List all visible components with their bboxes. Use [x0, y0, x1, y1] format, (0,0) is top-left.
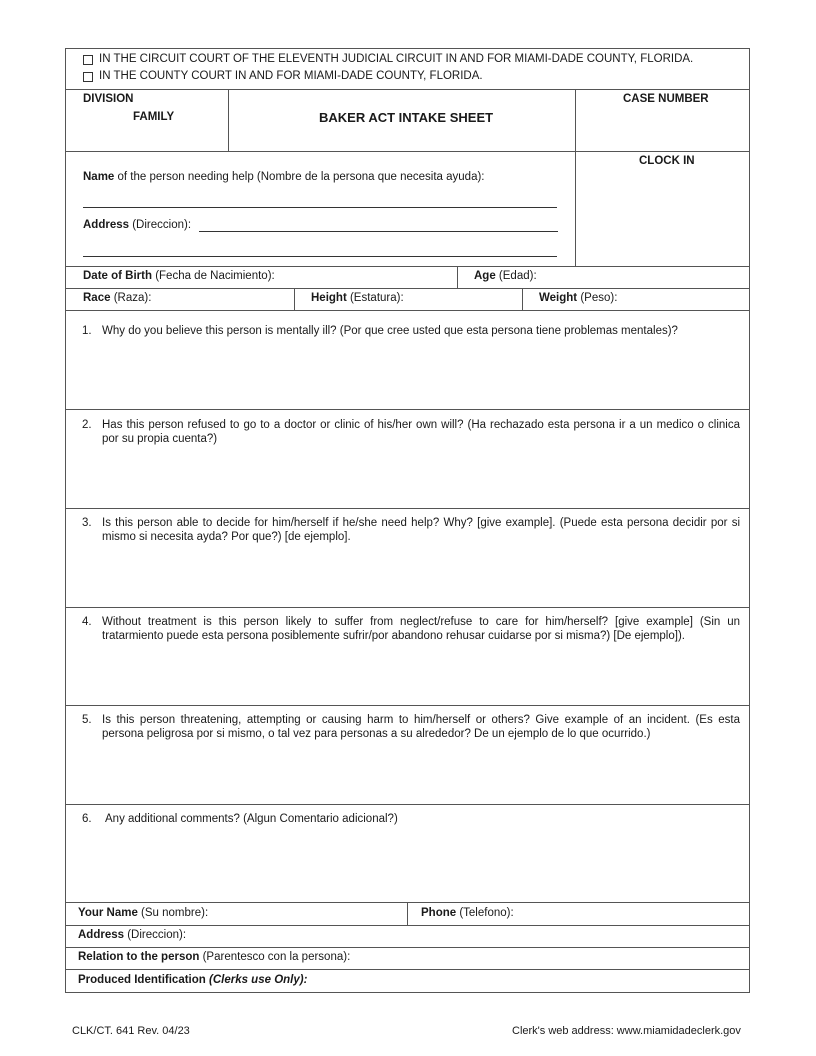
produced-id-field[interactable]: Produced Identification (Clerks use Only): [78, 974, 308, 986]
divider [65, 508, 750, 509]
question-text: Any additional comments? (Algun Comentario adicional?) [105, 813, 398, 825]
circuit-court-label: IN THE CIRCUIT COURT OF THE ELEVENTH JUDICIAL CIRCUIT IN AND FOR MIAMI-DADE COUNTY, FLORIDA. [99, 53, 694, 65]
question-number: 5. [82, 714, 92, 726]
petitioner-address-field[interactable]: Address (Direccion): [78, 929, 187, 941]
question-text: Without treatment is this person likely to suffer from neglect/refuse to care for him/herself? [give example] (Sin un tratarmiento puede esta persona posiblemente sufrir/por abandono rehusar cuidarse por si misma?) [De ejemplo]). [102, 616, 740, 642]
relation-field[interactable]: Relation to the person (Parentesco con la persona): [78, 951, 351, 963]
question-number: 6. [82, 813, 92, 825]
divider [457, 266, 458, 288]
question-2[interactable] [82, 418, 740, 446]
form-title: BAKER ACT INTAKE SHEET [319, 110, 494, 125]
divider [65, 969, 750, 970]
divider [294, 288, 295, 310]
dob-field[interactable]: Date of Birth (Fecha de Nacimiento): [83, 270, 275, 282]
clock-in-label: CLOCK IN [639, 155, 695, 167]
name-input-line[interactable] [83, 207, 557, 208]
case-number-label: CASE NUMBER [623, 93, 709, 105]
divider [65, 607, 750, 608]
division-label: DIVISION [83, 93, 134, 105]
name-field-label: Name of the person needing help (Nombre de la persona que necesita ayuda): [83, 171, 485, 183]
divider [65, 804, 750, 805]
form-number: CLK/CT. 641 Rev. 04/23 [72, 1025, 190, 1037]
question-4[interactable] [82, 615, 740, 643]
question-number: 3. [82, 517, 92, 529]
divider [65, 310, 750, 311]
question-3[interactable] [82, 516, 740, 544]
county-court-checkbox[interactable] [83, 72, 93, 82]
division-value: FAMILY [133, 111, 175, 123]
divider [575, 89, 576, 266]
question-text: Is this person threatening, attempting or causing harm to him/herself or others? Give example of an incident. (Es esta persona peligrosa por si mismo, o tal vez para personas a su alrededor? De un ejemplo de lo que ocurrido.) [102, 714, 740, 740]
divider [65, 705, 750, 706]
address-input-line[interactable] [199, 231, 558, 232]
question-text: Is this person able to decide for him/herself if he/she need help? Why? [give example]. (Puede esta persona decidir por si mismo si necesita ayda? Por que?) [de ejemplo]. [102, 517, 740, 543]
divider [65, 288, 750, 289]
divider [228, 89, 229, 151]
question-text: Why do you believe this person is mentally ill? (Por que cree usted que esta persona tiene problemas mentales)? [102, 325, 678, 337]
divider [407, 902, 408, 925]
race-field[interactable]: Race (Raza): [83, 292, 152, 304]
question-text: Has this person refused to go to a doctor or clinic of his/her own will? (Ha rechazado esta persona ir a un medico o clinica por su propia cuenta?) [102, 419, 740, 445]
question-number: 4. [82, 616, 92, 628]
question-6[interactable] [82, 812, 740, 826]
question-number: 2. [82, 419, 92, 431]
address-input-line-2[interactable] [83, 256, 557, 257]
weight-field[interactable]: Weight (Peso): [539, 292, 618, 304]
your-name-field[interactable]: Your Name (Su nombre): [78, 907, 209, 919]
divider [522, 288, 523, 310]
county-court-label: IN THE COUNTY COURT IN AND FOR MIAMI-DADE COUNTY, FLORIDA. [99, 70, 483, 82]
divider [65, 947, 750, 948]
circuit-court-checkbox[interactable] [83, 55, 93, 65]
divider [65, 89, 750, 90]
question-number: 1. [82, 325, 92, 337]
height-field[interactable]: Height (Estatura): [311, 292, 404, 304]
web-address: Clerk's web address: www.miamidadeclerk.gov [512, 1025, 741, 1037]
question-5[interactable] [82, 713, 740, 741]
divider [65, 266, 750, 267]
divider [65, 151, 750, 152]
age-field[interactable]: Age (Edad): [474, 270, 537, 282]
question-1[interactable] [82, 324, 740, 338]
phone-field[interactable]: Phone (Telefono): [421, 907, 514, 919]
divider [65, 925, 750, 926]
address-field-label: Address (Direccion): [83, 219, 192, 231]
divider [65, 409, 750, 410]
